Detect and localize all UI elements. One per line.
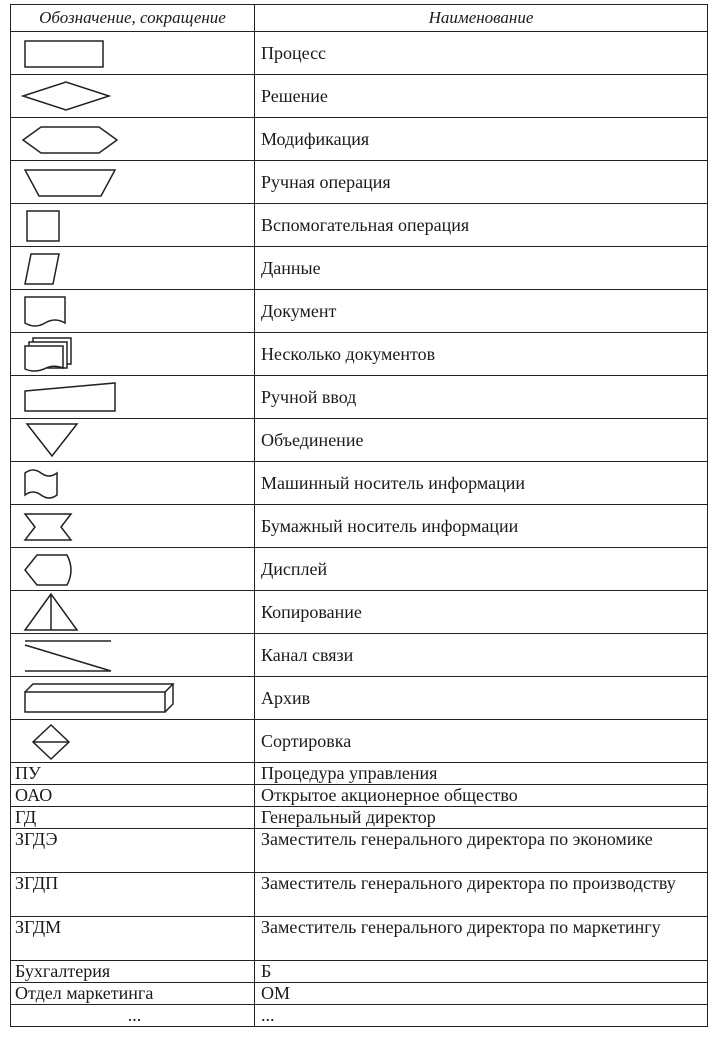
- symbol-row: [11, 591, 708, 634]
- symbol-name: Вспомогательная операция: [255, 204, 708, 247]
- abbr-row: [11, 829, 708, 873]
- symbol-row: [11, 677, 708, 720]
- symbol-name: Решение: [255, 75, 708, 118]
- display-icon: [11, 549, 251, 589]
- abbr-code: ОАО: [11, 785, 255, 807]
- symbol-name: Несколько документов: [255, 333, 708, 376]
- symbol-name: Ручная операция: [255, 161, 708, 204]
- symbol-name: Сортировка: [255, 720, 708, 763]
- communication-channel-icon: [11, 635, 251, 675]
- symbol-name: Канал связи: [255, 634, 708, 677]
- symbol-name: Процесс: [255, 32, 708, 75]
- abbr-name: Генеральный директор: [255, 807, 708, 829]
- abbr-code: Бухгалтерия: [11, 961, 255, 983]
- abbr-code: ГД: [11, 807, 255, 829]
- symbol-name: Машинный носитель информации: [255, 462, 708, 505]
- symbol-row: [11, 161, 708, 204]
- document-icon: [11, 291, 251, 331]
- symbol-name: Архив: [255, 677, 708, 720]
- header-symbol: Обозначение, сокращение: [11, 5, 255, 32]
- abbr-code: Отдел маркетинга: [11, 983, 255, 1005]
- data-icon: [11, 248, 251, 288]
- abbr-row: [11, 1005, 708, 1027]
- abbr-code: ...: [11, 1005, 255, 1027]
- symbol-name: Дисплей: [255, 548, 708, 591]
- abbr-row: [11, 807, 708, 829]
- multiple-documents-icon: [11, 334, 251, 374]
- abbr-name: Заместитель генерального директора по экономике: [255, 829, 708, 873]
- symbol-name: Модификация: [255, 118, 708, 161]
- archive-icon: [11, 678, 251, 718]
- abbr-code: ПУ: [11, 763, 255, 785]
- symbol-name: Документ: [255, 290, 708, 333]
- paper-media-icon: [11, 506, 251, 546]
- manual-input-icon: [11, 377, 251, 417]
- symbol-row: [11, 376, 708, 419]
- modification-icon: [11, 119, 251, 159]
- symbol-row: [11, 32, 708, 75]
- abbr-name: Б: [255, 961, 708, 983]
- abbr-name: ОМ: [255, 983, 708, 1005]
- symbol-row: [11, 634, 708, 677]
- abbr-name: Процедура управления: [255, 763, 708, 785]
- abbr-code: ЗГДМ: [11, 917, 255, 961]
- abbr-row: [11, 763, 708, 785]
- abbr-name: Заместитель генерального директора по производству: [255, 873, 708, 917]
- abbr-code: ЗГДП: [11, 873, 255, 917]
- symbol-row: [11, 290, 708, 333]
- auxiliary-operation-icon: [11, 205, 251, 245]
- symbol-row: [11, 247, 708, 290]
- symbol-name: Данные: [255, 247, 708, 290]
- sort-icon: [11, 721, 251, 761]
- abbr-code: ЗГДЭ: [11, 829, 255, 873]
- symbol-row: [11, 75, 708, 118]
- symbol-name: Ручной ввод: [255, 376, 708, 419]
- copy-icon: [11, 592, 251, 632]
- legend-table: [10, 4, 708, 1027]
- symbol-row: [11, 204, 708, 247]
- abbr-row: [11, 917, 708, 961]
- abbr-row: [11, 983, 708, 1005]
- symbol-row: [11, 333, 708, 376]
- symbol-row: [11, 720, 708, 763]
- process-icon: [11, 33, 251, 73]
- symbol-name: Копирование: [255, 591, 708, 634]
- abbr-name: Заместитель генерального директора по маркетингу: [255, 917, 708, 961]
- machine-storage-icon: [11, 463, 251, 503]
- symbol-row: [11, 419, 708, 462]
- symbol-row: [11, 505, 708, 548]
- symbol-name: Бумажный носитель информации: [255, 505, 708, 548]
- symbol-row: [11, 462, 708, 505]
- abbr-row: [11, 785, 708, 807]
- decision-icon: [11, 76, 251, 116]
- manual-operation-icon: [11, 162, 251, 202]
- abbr-name: Открытое акционерное общество: [255, 785, 708, 807]
- abbr-row: [11, 873, 708, 917]
- abbr-row: [11, 961, 708, 983]
- header-row: [11, 5, 708, 32]
- merge-icon: [11, 420, 251, 460]
- symbol-name: Объединение: [255, 419, 708, 462]
- symbol-row: [11, 548, 708, 591]
- symbol-row: [11, 118, 708, 161]
- header-name: Наименование: [255, 5, 708, 32]
- abbr-name: ...: [255, 1005, 708, 1027]
